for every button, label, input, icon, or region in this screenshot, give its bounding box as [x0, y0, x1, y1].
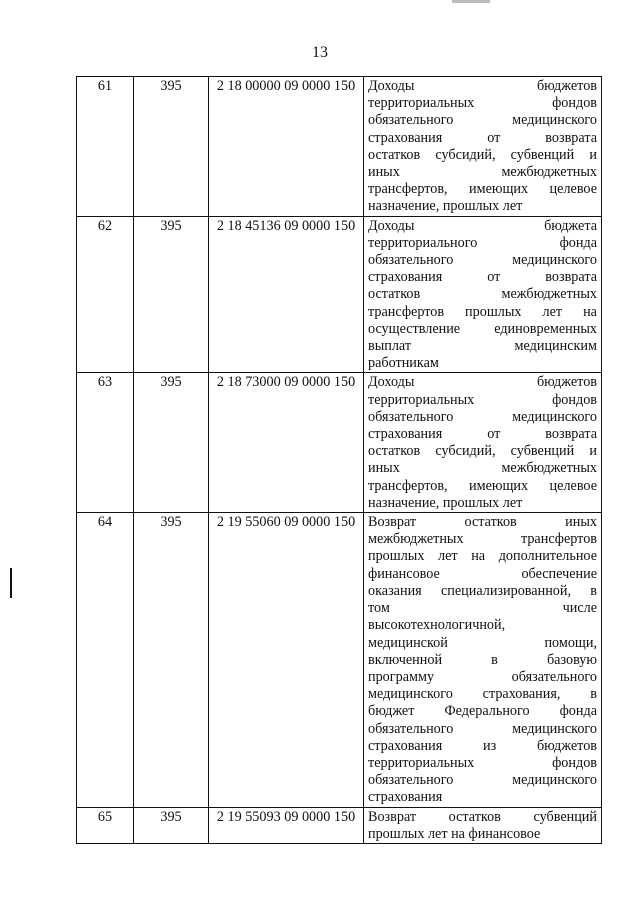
income-name-line: обязательного медицинского	[368, 252, 597, 269]
income-name-line: работникам	[368, 355, 439, 372]
budget-code-cell: 2 18 45136 09 0000 150	[209, 216, 364, 373]
income-name-cell	[364, 373, 602, 513]
income-name-line: территориального фонда	[368, 234, 597, 251]
income-name-line: выплат медицинским	[368, 338, 597, 355]
margin-mark	[10, 568, 12, 598]
table-row	[77, 77, 602, 217]
income-name-line: Доходы бюджетов	[368, 78, 597, 94]
income-name-line: территориальных фондов	[368, 754, 597, 771]
income-name-line: страхования	[368, 789, 443, 806]
income-name-cell	[364, 513, 602, 807]
admin-code-cell: 395	[134, 216, 209, 373]
page-number: 13	[312, 44, 328, 61]
income-name-cell	[364, 77, 602, 217]
table-row	[77, 807, 602, 843]
row-number-cell: 65	[77, 807, 134, 843]
income-name-line: страхования от возврата	[368, 129, 597, 146]
income-name-line: Возврат остатков субвенций	[368, 808, 597, 825]
income-name-line: Доходы бюджета	[368, 217, 597, 234]
income-name-line: назначение, прошлых лет	[368, 198, 523, 215]
income-name-line: обязательного медицинского	[368, 408, 597, 425]
budget-code-cell: 2 18 73000 09 0000 150	[209, 373, 364, 513]
budget-code-cell: 2 19 55093 09 0000 150	[209, 807, 364, 843]
table-row	[77, 216, 602, 373]
income-name-line: трансфертов прошлых лет на	[368, 303, 597, 320]
income-name-line: межбюджетных трансфертов	[368, 531, 597, 548]
income-name-line: программу обязательного	[368, 668, 597, 685]
income-name-line: Доходы бюджетов	[368, 374, 597, 391]
income-name-line: территориальных фондов	[368, 95, 597, 112]
income-name-line: трансфертов, имеющих целевое	[368, 181, 597, 198]
row-number-cell: 62	[77, 216, 134, 373]
row-number-cell: 63	[77, 373, 134, 513]
income-name-line: медицинской помощи,	[368, 634, 597, 651]
income-name-line: остатков субсидий, субвенций и	[368, 443, 597, 460]
income-name-line: территориальных фондов	[368, 391, 597, 408]
table-row	[77, 373, 602, 513]
income-name-line: иных межбюджетных	[368, 164, 597, 181]
income-name-line: финансовое обеспечение	[368, 565, 597, 582]
income-name-line: назначение, прошлых лет	[368, 494, 523, 511]
budget-code-cell: 2 19 55060 09 0000 150	[209, 513, 364, 807]
income-name-line: прошлых лет на финансовое	[368, 825, 541, 842]
row-number-cell: 64	[77, 513, 134, 807]
admin-code-cell: 395	[134, 807, 209, 843]
table-body	[77, 77, 602, 844]
table-row	[77, 513, 602, 807]
income-name-line: включенной в базовую	[368, 651, 597, 668]
income-name-line: прошлых лет на дополнительное	[368, 548, 597, 565]
income-name-line: обязательного медицинского	[368, 112, 597, 129]
income-name-line: трансфертов, имеющих целевое	[368, 477, 597, 494]
income-name-line: том числе	[368, 600, 597, 617]
income-name-line: иных межбюджетных	[368, 460, 597, 477]
income-name-cell	[364, 216, 602, 373]
admin-code-cell: 395	[134, 373, 209, 513]
admin-code-cell: 395	[134, 513, 209, 807]
admin-code-cell: 395	[134, 77, 209, 217]
budget-table	[76, 76, 602, 844]
income-name-line: высокотехнологичной,	[368, 617, 506, 634]
income-name-line: Возврат остатков иных	[368, 514, 597, 531]
income-name-line: бюджет Федерального фонда	[368, 703, 597, 720]
income-name-line: страхования из бюджетов	[368, 737, 597, 754]
income-name-line: медицинского страхования, в	[368, 686, 597, 703]
row-number-cell: 61	[77, 77, 134, 217]
budget-code-cell: 2 18 00000 09 0000 150	[209, 77, 364, 217]
income-name-line: оказания специализированной, в	[368, 582, 597, 599]
income-name-line: страхования от возврата	[368, 269, 597, 286]
income-name-line: остатков субсидий, субвенций и	[368, 146, 597, 163]
scan-artifact	[452, 0, 490, 3]
income-name-line: осуществление единовременных	[368, 320, 597, 337]
income-name-line: остатков межбюджетных	[368, 286, 597, 303]
income-name-line: обязательного медицинского	[368, 720, 597, 737]
income-name-line: обязательного медицинского	[368, 772, 597, 789]
income-name-cell	[364, 807, 602, 843]
income-name-line: страхования от возврата	[368, 426, 597, 443]
